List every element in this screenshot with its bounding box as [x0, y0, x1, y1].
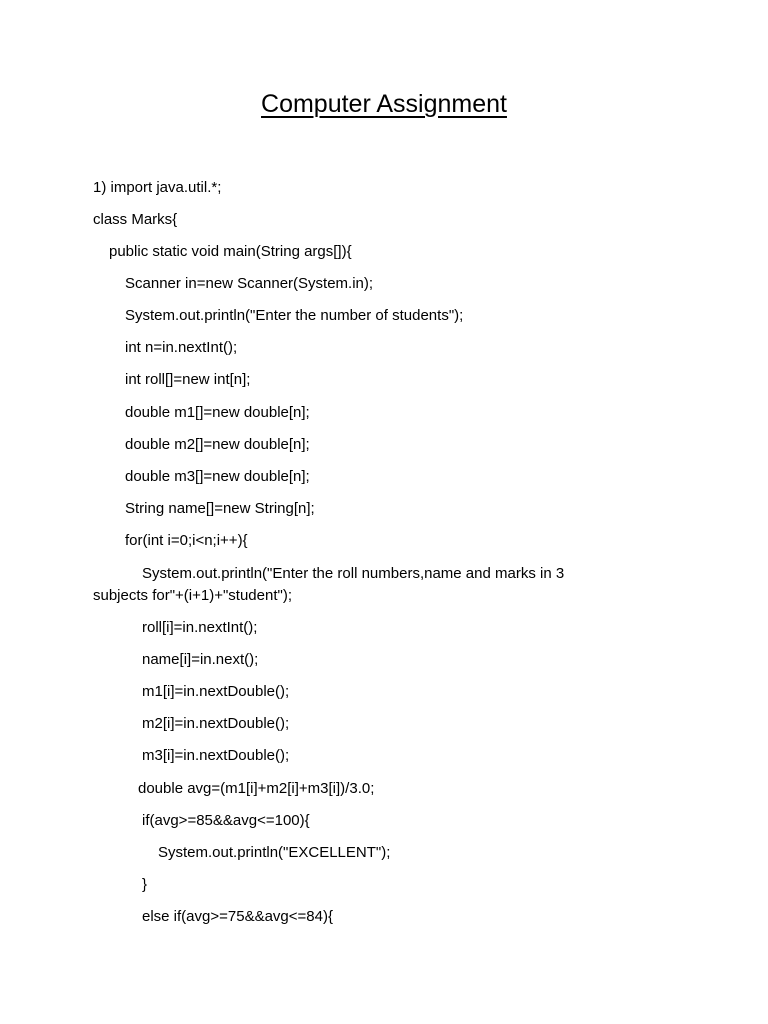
code-line: } [142, 876, 148, 893]
code-line: double m2[]=new double[n]; [125, 436, 310, 453]
code-line: System.out.println("Enter the number of students"); [125, 307, 464, 324]
code-line: m2[i]=in.nextDouble(); [142, 715, 290, 732]
code-line: int roll[]=new int[n]; [125, 371, 251, 388]
code-line: 1) import java.util.*; [93, 179, 222, 196]
code-line: class Marks{ [93, 211, 178, 228]
code-line: name[i]=in.next(); [142, 651, 259, 668]
code-line: m3[i]=in.nextDouble(); [142, 747, 290, 764]
code-line: for(int i=0;i<n;i++){ [125, 532, 248, 549]
document-title [0, 86, 768, 122]
code-line: if(avg>=85&&avg<=100){ [142, 812, 310, 829]
code-line: m1[i]=in.nextDouble(); [142, 683, 290, 700]
code-line: String name[]=new String[n]; [125, 500, 315, 517]
code-line: double m3[]=new double[n]; [125, 468, 310, 485]
code-line: double avg=(m1[i]+m2[i]+m3[i])/3.0; [138, 780, 375, 797]
code-line: subjects for"+(i+1)+"student"); [93, 587, 292, 604]
code-line: roll[i]=in.nextInt(); [142, 619, 258, 636]
code-line: public static void main(String args[]){ [109, 243, 352, 260]
code-line: double m1[]=new double[n]; [125, 404, 310, 421]
code-line: else if(avg>=75&&avg<=84){ [142, 908, 333, 925]
code-line: System.out.println("EXCELLENT"); [158, 844, 391, 861]
code-line: int n=in.nextInt(); [125, 339, 238, 356]
code-line: System.out.println("Enter the roll numbers,name and marks in 3 [142, 565, 565, 582]
document-title-text: Computer Assignment [261, 90, 507, 118]
code-line: Scanner in=new Scanner(System.in); [125, 275, 374, 292]
